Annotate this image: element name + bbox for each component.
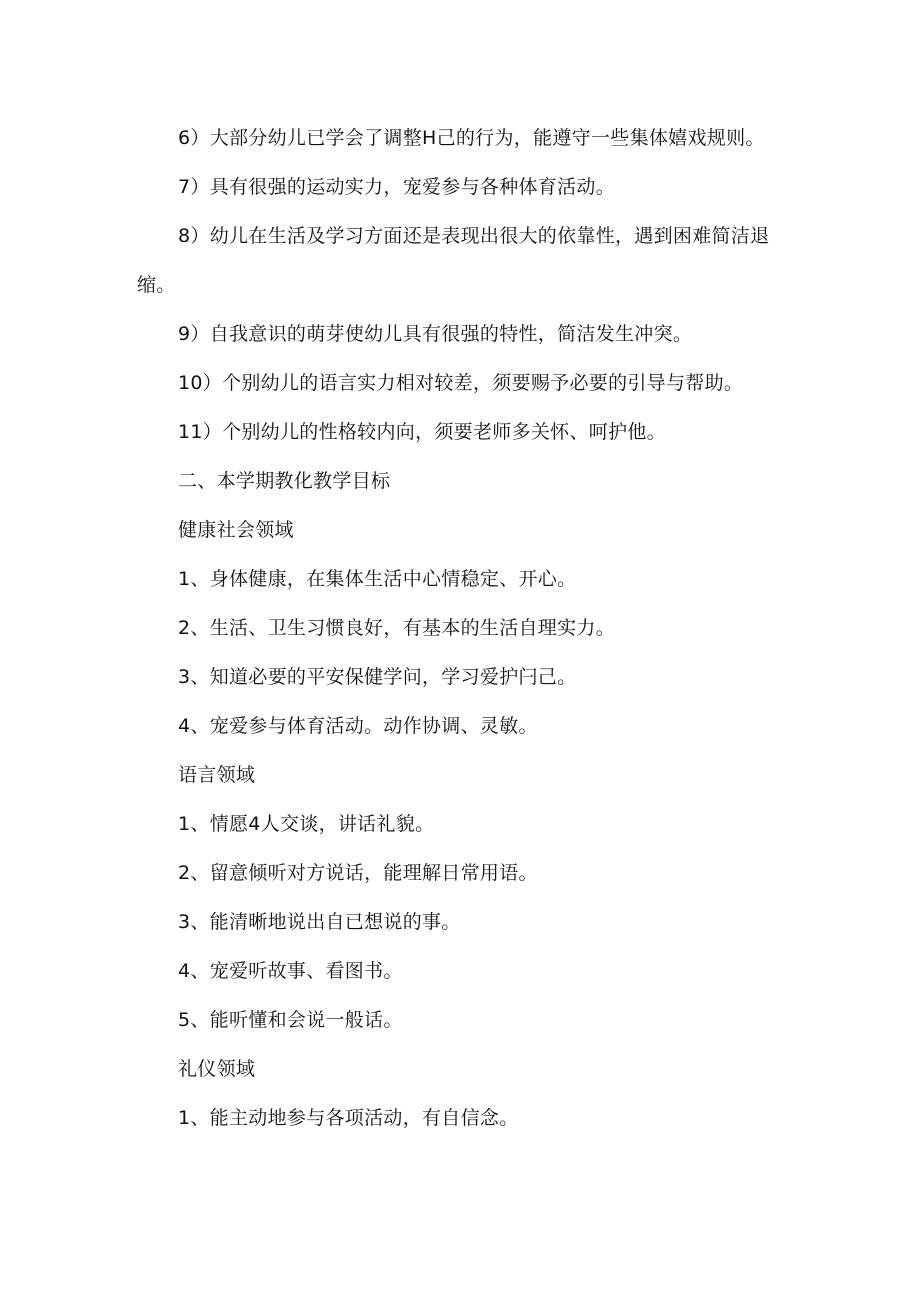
- language-goal-5: 5、能听懂和会说一般话。: [178, 1009, 403, 1031]
- paragraph-item-11: 11）个别幼儿的性格较内向，须要老师多关怀、呵护他。: [178, 421, 666, 443]
- health-goal-3: 3、知道必要的平安保健学问，学习爱护闩己。: [178, 666, 577, 688]
- paragraph-item-10: 10）个别幼儿的语言实力相对较差，须要赐予必要的引导与帮助。: [178, 372, 744, 394]
- subheading-etiquette: 礼仪领域: [178, 1058, 256, 1080]
- health-goal-2: 2、生活、卫生习惯良好，有基本的生活自理实力。: [178, 617, 615, 639]
- section-heading-goals: 二、本学期教化教学目标: [178, 470, 391, 492]
- paragraph-item-8-continuation: 缩。: [137, 274, 176, 296]
- paragraph-item-6: 6）大部分幼儿已学会了调整H己的行为，能遵守一些集体嬉戏规则。: [178, 127, 765, 149]
- subheading-health-social: 健康社会领域: [178, 519, 294, 541]
- health-goal-1: 1、身体健康，在集体生活中心情稳定、开心。: [178, 568, 577, 590]
- language-goal-3: 3、能清晰地说出自已想说的事。: [178, 911, 461, 933]
- health-goal-4: 4、宠爱参与体育活动。动作协调、灵敏。: [178, 715, 538, 737]
- etiquette-goal-1: 1、能主动地参与各项活动，有自信念。: [178, 1107, 519, 1129]
- language-goal-4: 4、宠爱听故事、看图书。: [178, 960, 403, 982]
- language-goal-2: 2、留意倾听对方说话，能理解日常用语。: [178, 862, 538, 884]
- paragraph-item-7: 7）具有很强的运动实力，宠爱参与各种体育活动。: [178, 176, 615, 198]
- paragraph-item-8: 8）幼儿在生活及学习方面还是表现出很大的依靠性，遇到困难简洁退: [178, 225, 770, 247]
- subheading-language: 语言领域: [178, 764, 256, 786]
- paragraph-item-9: 9）自我意识的萌芽使幼儿具有很强的特性，简洁发生冲突。: [178, 323, 693, 345]
- language-goal-1: 1、情愿4人交谈，讲话礼貌。: [178, 813, 435, 835]
